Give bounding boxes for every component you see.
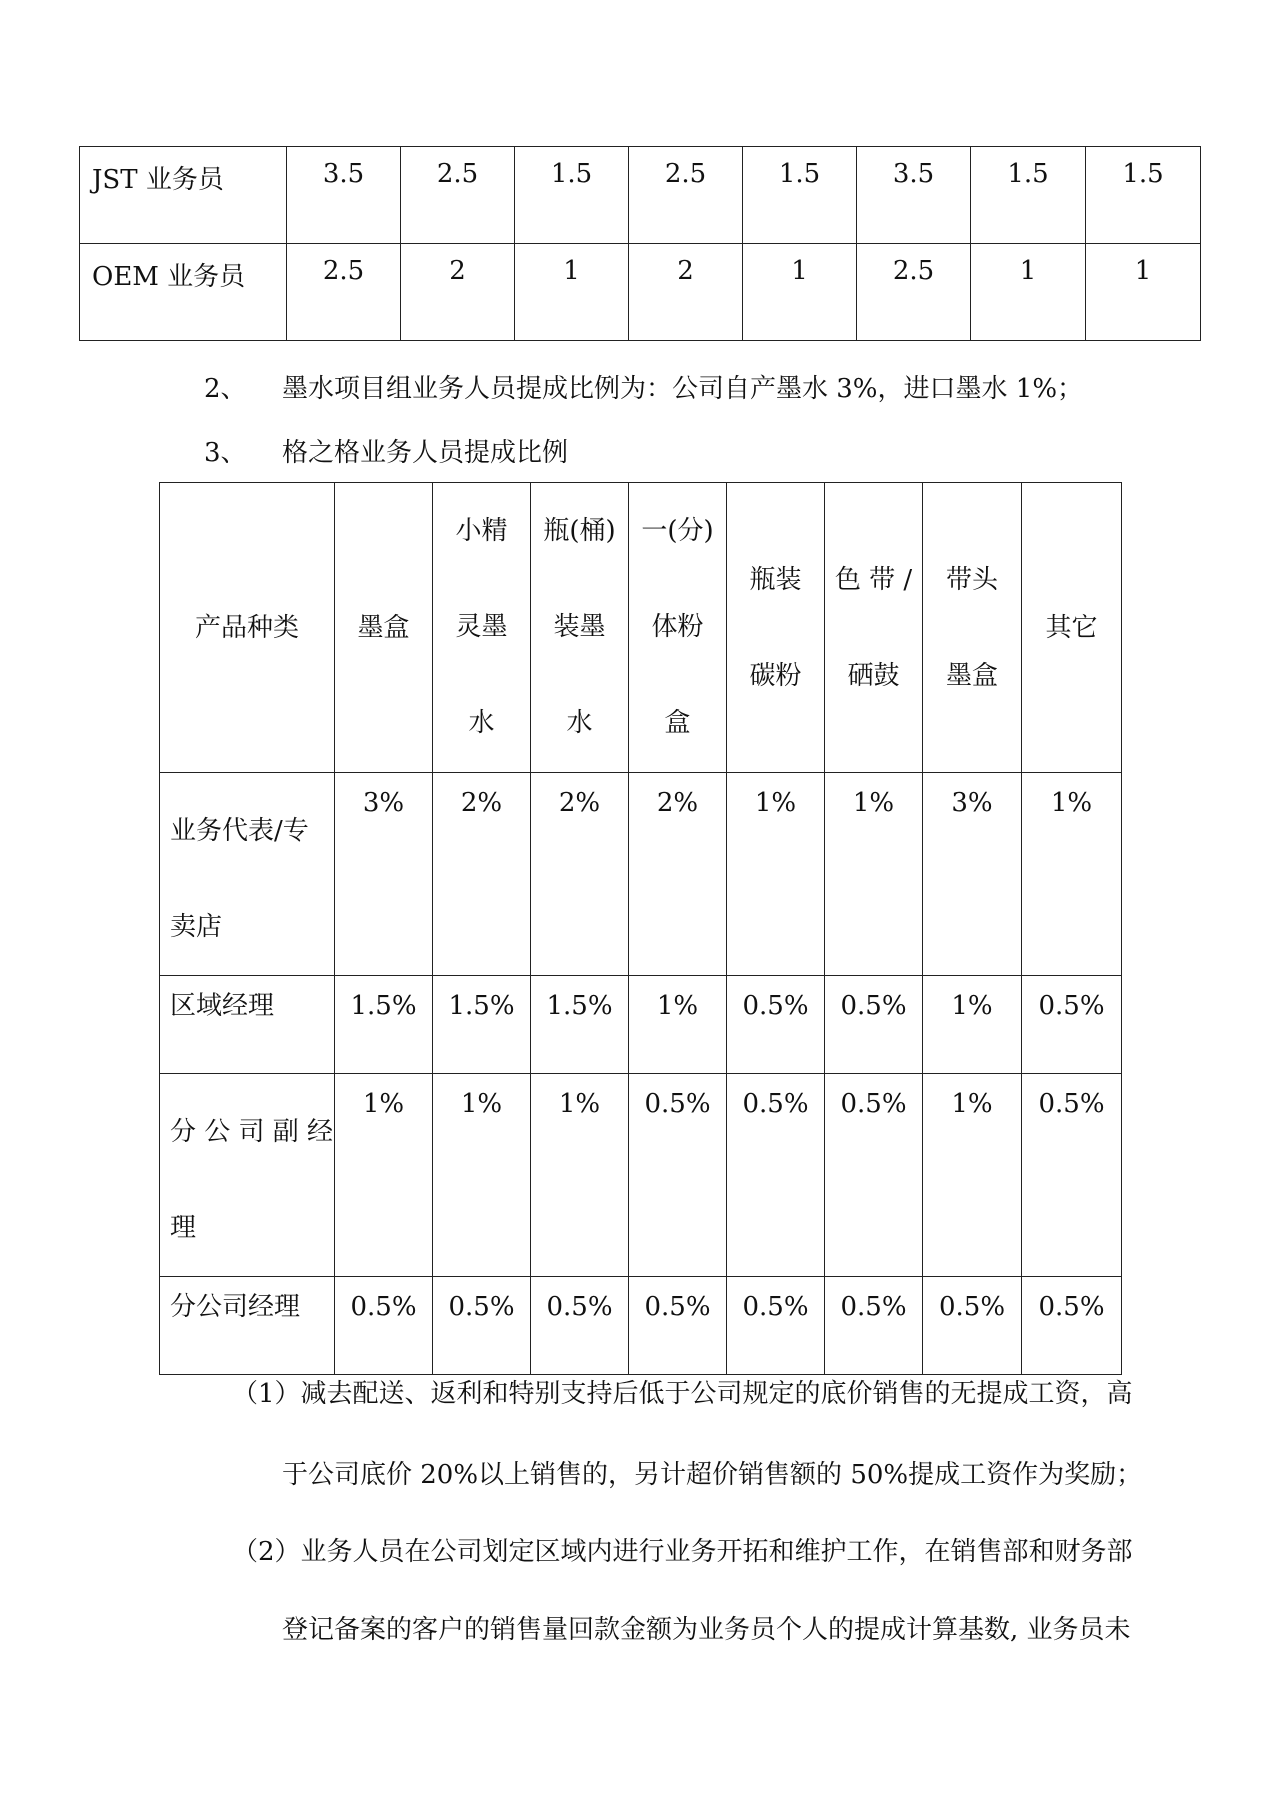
header-cell [629, 483, 727, 773]
table-row [160, 773, 1122, 976]
table-cell: 0.5% [1022, 976, 1122, 1074]
table-cell: 2.5 [857, 244, 971, 341]
header-label: 硒鼓 [847, 660, 900, 691]
header-row [160, 483, 1122, 773]
table-cell: 0.5% [825, 1277, 923, 1375]
table-cell: 1 [743, 244, 857, 341]
commission-table-jst-oem [79, 146, 1201, 341]
table-cell: 2% [531, 773, 629, 976]
table-cell: 1.5% [433, 976, 531, 1074]
table-cell: 3% [923, 773, 1022, 976]
row-label [160, 773, 335, 976]
header-label: 一(分) [641, 516, 714, 546]
table-cell: 0.5% [727, 1074, 825, 1277]
note-1-line-1: （1）减去配送、返利和特别支持后低于公司规定的底价销售的无提成工资，高 [232, 1379, 1133, 1409]
table-cell: 2% [629, 773, 727, 976]
header-label: 水 [468, 708, 495, 738]
table-cell: 1% [1022, 773, 1122, 976]
table-cell: 1% [825, 773, 923, 976]
row-label [160, 976, 335, 1074]
item-number: 3、 [204, 438, 247, 468]
header-cell [727, 483, 825, 773]
header-cell [923, 483, 1022, 773]
item-text: 格之格业务人员提成比例 [282, 438, 569, 468]
header-label: 碳粉 [749, 660, 802, 691]
header-label: 装墨 [553, 612, 606, 642]
table-cell: 1% [335, 1074, 433, 1277]
header-label: 小精 [455, 516, 508, 546]
table-cell: 3% [335, 773, 433, 976]
row-label-line: 分 公 司 副 经 [170, 1117, 334, 1147]
row-label [160, 1277, 335, 1375]
table-cell: 1% [629, 976, 727, 1074]
table-cell: 1 [1086, 244, 1201, 341]
table-row [80, 147, 1201, 244]
header-label: 瓶装 [749, 564, 802, 595]
table-cell: 1.5 [743, 147, 857, 244]
item-3 [204, 432, 568, 469]
table-cell: 1 [971, 244, 1086, 341]
table-cell: 1.5 [515, 147, 629, 244]
table-cell: 1% [923, 976, 1022, 1074]
header-label: 产品种类 [194, 612, 299, 643]
commission-table-gezhige [159, 482, 1122, 1375]
table-cell: 0.5% [825, 976, 923, 1074]
table-row [160, 1074, 1122, 1277]
header-label: 盒 [664, 708, 691, 738]
header-label: 带头 [945, 564, 998, 595]
table-cell: 1.5% [531, 976, 629, 1074]
header-label: 墨盒 [357, 612, 410, 643]
header-cell [433, 483, 531, 773]
table-cell: 0.5% [923, 1277, 1022, 1375]
table-cell: 2 [401, 244, 515, 341]
header-cell [531, 483, 629, 773]
table-cell: 1.5 [971, 147, 1086, 244]
header-cell [335, 483, 433, 773]
note-2-line-1: （2）业务人员在公司划定区域内进行业务开拓和维护工作，在销售部和财务部 [232, 1537, 1133, 1567]
table-cell: 1% [923, 1074, 1022, 1277]
row-label: OEM 业务员 [80, 244, 287, 341]
item-text: 墨水项目组业务人员提成比例为：公司自产墨水 3%，进口墨水 1%； [282, 374, 1084, 404]
row-label-line: 理 [170, 1213, 197, 1243]
row-label [160, 1074, 335, 1277]
table-cell: 1% [531, 1074, 629, 1277]
table-row [80, 244, 1201, 341]
header-label: 其它 [1045, 612, 1098, 643]
table-cell: 2.5 [287, 244, 401, 341]
header-cell [825, 483, 923, 773]
table-cell: 0.5% [629, 1277, 727, 1375]
header-cell [1022, 483, 1122, 773]
row-label-line: 分公司经理 [170, 1292, 301, 1322]
table-cell: 0.5% [1022, 1277, 1122, 1375]
header-label: 水 [566, 708, 593, 738]
row-label: JST 业务员 [80, 147, 287, 244]
note-2-line-2: 登记备案的客户的销售量回款金额为业务员个人的提成计算基数, 业务员未 [282, 1615, 1131, 1645]
table-cell: 2.5 [629, 147, 743, 244]
table-cell: 1% [727, 773, 825, 976]
item-number: 2、 [204, 374, 247, 404]
table-cell: 2 [629, 244, 743, 341]
table-cell: 0.5% [629, 1074, 727, 1277]
table-cell: 0.5% [433, 1277, 531, 1375]
table-cell: 0.5% [825, 1074, 923, 1277]
header-label: 灵墨 [455, 612, 508, 642]
table-cell: 0.5% [727, 1277, 825, 1375]
header-cell [160, 483, 335, 773]
table-cell: 0.5% [1022, 1074, 1122, 1277]
header-label: 色 带 / [834, 564, 913, 595]
item-2 [204, 368, 1083, 405]
table-cell: 0.5% [531, 1277, 629, 1375]
table-cell: 3.5 [287, 147, 401, 244]
table-cell: 1.5 [1086, 147, 1201, 244]
row-label-line: 卖店 [170, 912, 223, 942]
table-cell: 1.5% [335, 976, 433, 1074]
header-label: 墨盒 [945, 660, 998, 691]
header-label: 体粉 [651, 612, 704, 642]
header-label: 瓶(桶) [543, 516, 616, 546]
table-row [160, 1277, 1122, 1375]
table-cell: 0.5% [335, 1277, 433, 1375]
table-cell: 3.5 [857, 147, 971, 244]
row-label-line: 业务代表/专 [170, 816, 309, 846]
table-cell: 2% [433, 773, 531, 976]
table-cell: 0.5% [727, 976, 825, 1074]
table-cell: 1 [515, 244, 629, 341]
note-1-line-2: 于公司底价 20%以上销售的，另计超价销售额的 50%提成工资作为奖励； [282, 1460, 1143, 1490]
table-row [160, 976, 1122, 1074]
table-cell: 1% [433, 1074, 531, 1277]
row-label-line: 区域经理 [170, 991, 275, 1021]
table-cell: 2.5 [401, 147, 515, 244]
